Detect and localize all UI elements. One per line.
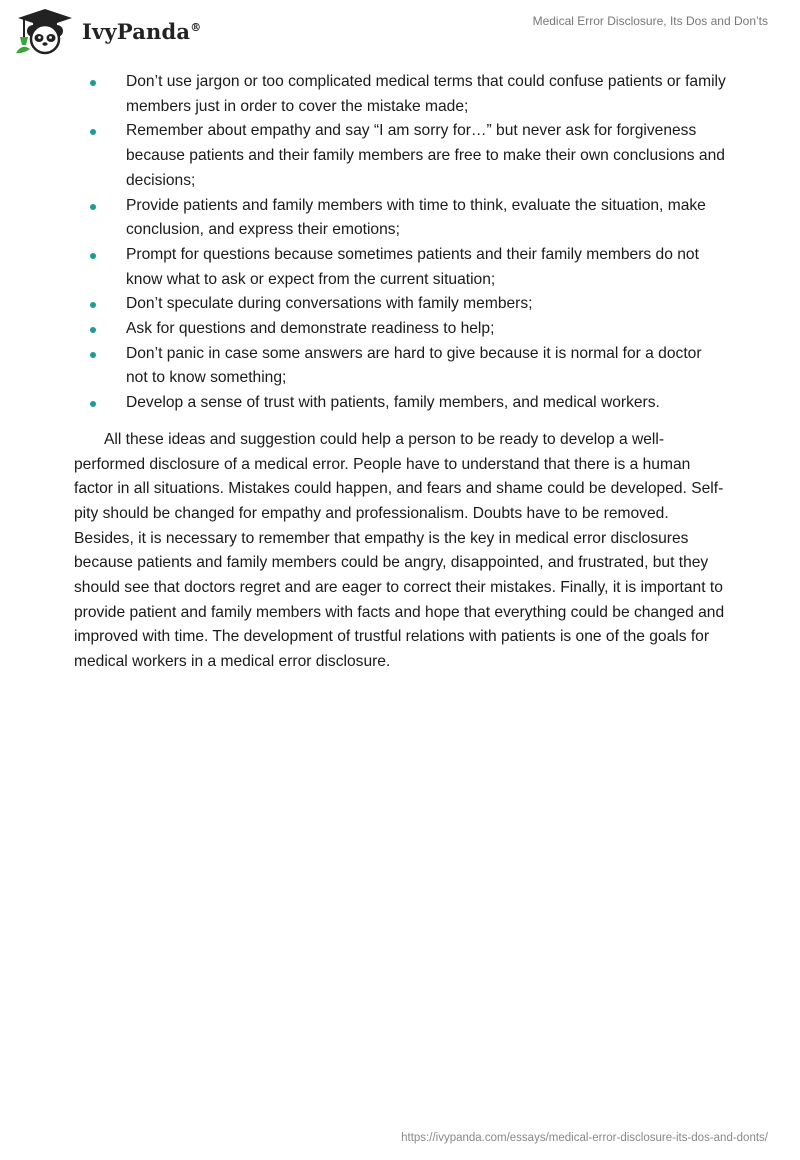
list-item <box>74 243 726 292</box>
document-title: Medical Error Disclosure, Its Dos and Don’ts <box>532 14 768 28</box>
list-item <box>74 292 726 317</box>
essay-content <box>74 70 726 675</box>
source-url-link[interactable]: https://ivypanda.com/essays/medical-error-disclosure-its-dos-and-donts/ <box>401 1132 768 1144</box>
list-item <box>74 119 726 193</box>
bullet-icon <box>90 401 96 407</box>
brand-logo[interactable] <box>14 6 201 56</box>
brand-name <box>82 19 201 44</box>
bullet-icon <box>90 204 96 210</box>
list-item <box>74 391 726 416</box>
list-item-text: Prompt for questions because sometimes patients and their family members do not know what to ask or expect from the current situation; <box>126 245 699 288</box>
brand-name-text: IvyPanda <box>82 18 191 44</box>
bullet-icon <box>90 327 96 333</box>
page-header <box>0 0 800 62</box>
list-item-text: Don’t speculate during conversations with family members; <box>126 295 533 313</box>
bullet-icon <box>90 352 96 358</box>
panda-graduate-logo-icon <box>14 7 76 55</box>
list-item-text: Develop a sense of trust with patients, family members, and medical workers. <box>126 394 660 412</box>
bullet-icon <box>90 129 96 135</box>
bullet-icon <box>90 80 96 86</box>
list-item <box>74 342 726 391</box>
list-item <box>74 194 726 243</box>
list-item <box>74 70 726 119</box>
list-item-text: Provide patients and family members with time to think, evaluate the situation, make conclusion, and express their emotions; <box>126 196 706 239</box>
conclusion-paragraph: All these ideas and suggestion could help a person to be ready to develop a well-performed disclosure of a medical error. People have to understand that there is a human factor in all situations. Mistakes could happen, and fears and shame could be developed. Self-pity should be changed for empathy and professionalism. Doubts have to be removed. Besides, it is necessary to remember that empathy is the key in medical error disclosures because patients and family members could be angry, disappointed, and frustrated, but they should see that doctors regret and are eager to correct their mistakes. Finally, it is important to provide patient and family members with facts and hope that everything could be changed and improved with time. The development of trustful relations with patients is one of the goals for medical workers in a medical error disclosure. <box>74 430 725 671</box>
bullet-icon <box>90 302 96 308</box>
list-item-text: Don’t use jargon or too complicated medical terms that could confuse patients or family members just in order to cover the mistake made; <box>126 73 726 115</box>
recommendations-list <box>74 70 726 416</box>
list-item-text: Remember about empathy and say “I am sorry for…” but never ask for forgiveness because patients and their family members are free to make their own conclusions and decisions; <box>126 122 725 189</box>
registered-mark: ® <box>190 20 202 34</box>
bullet-icon <box>90 253 96 259</box>
list-item-text: Don’t panic in case some answers are hard to give because it is normal for a doctor not to know something; <box>126 344 702 387</box>
list-item-text: Ask for questions and demonstrate readiness to help; <box>126 320 495 338</box>
list-item <box>74 317 726 342</box>
